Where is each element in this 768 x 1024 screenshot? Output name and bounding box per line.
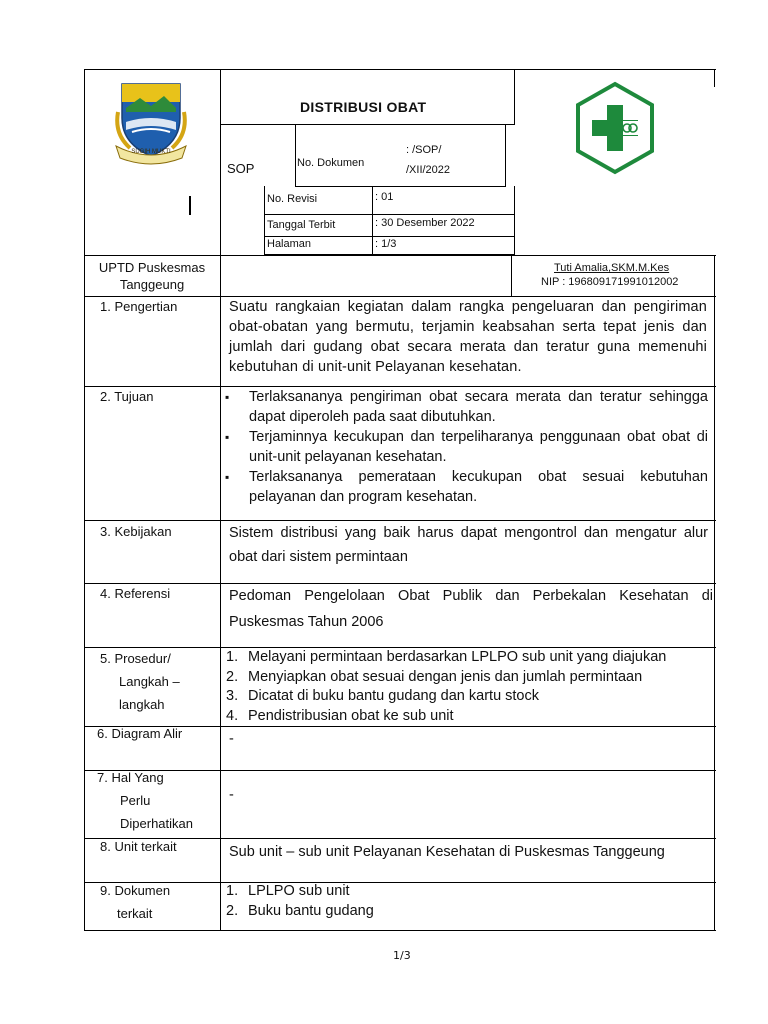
unit-text: Sub unit – sub unit Pelayanan Kesehatan di Puskesmas Tanggeung	[229, 844, 665, 860]
signatory-name: Tuti Amalia,SKM.M.Kes	[554, 262, 670, 274]
prosedur-item: 4. Pendistribusian obat ke sub unit	[226, 707, 454, 724]
tujuan-item: ▪ Terlaksananya pengiriman obat secara merata dan teratur sehingga dapat diperoleh pada saat dibutuhkan.	[221, 387, 708, 427]
logo-banner-text: SUGIH MUKTI	[131, 149, 171, 155]
referensi-text: Pedoman Pengelolaan Obat Publik dan Perbekalan Kesehatan di Puskesmas Tahun 2006	[229, 588, 713, 630]
doc-number-value: : /SOP/	[406, 144, 442, 156]
dokumen-item: 1. LPLPO sub unit	[226, 883, 350, 899]
tujuan-item: ▪ Terjaminnya kecukupan dan terpeliharanya penggunaan obat obat di unit-unit pelayanan kesehatan.	[221, 427, 708, 467]
page-label: Halaman	[267, 238, 312, 250]
prosedur-item: 2. Menyiapkan obat sesuai dengan jenis dan jumlah permintaan	[226, 668, 643, 685]
doc-number-label: No. Dokumen	[297, 157, 365, 169]
prosedur-list	[226, 648, 712, 726]
org-name	[84, 259, 220, 293]
section-label-hal: 7. Hal Yang Perlu Diperhatikan	[97, 770, 193, 831]
page-value: : 1/3	[375, 238, 397, 250]
section-label-pengertian: 1. Pengertian	[100, 299, 178, 314]
section-label-dokumen: 9. Dokumen terkait	[100, 883, 171, 921]
section-label-kebijakan: 3. Kebijakan	[100, 524, 172, 539]
kebijakan-text: Sistem distribusi yang baik harus dapat mengontrol dan mengatur alur obat dari sistem permintaan	[229, 525, 708, 565]
section-label-prosedur: 5. Prosedur/ Langkah – langkah	[100, 651, 180, 712]
document-title: DISTRIBUSI OBAT	[300, 99, 427, 115]
doc-number-value-2: /XII/2022	[406, 164, 451, 176]
tujuan-list	[221, 387, 708, 507]
tujuan-item: ▪ Terlaksananya pemerataan kecukupan obat sesuai kebutuhan pelayanan dan program kesehatan.	[221, 467, 708, 507]
dokumen-item: 2. Buku bantu gudang	[226, 902, 374, 919]
dokumen-list	[226, 882, 706, 921]
page-number: 1/3	[393, 949, 411, 962]
signatory-nip: NIP : 196809171991012002	[541, 276, 679, 288]
org-line-1: UPTD Puskesmas	[98, 260, 206, 275]
regency-logo	[112, 82, 190, 168]
sop-label: SOP	[227, 161, 255, 176]
section-label-diagram: 6. Diagram Alir	[97, 726, 183, 741]
hal-text: -	[229, 787, 234, 803]
prosedur-item: 3. Dicatat di buku bantu gudang dan kartu stock	[226, 688, 539, 704]
puskesmas-logo	[574, 81, 656, 175]
org-line-2: Tanggeung	[119, 277, 185, 292]
prosedur-item: 1. Melayani permintaan berdasarkan LPLPO sub unit yang diajukan	[226, 649, 667, 665]
section-label-unit: 8. Unit terkait	[100, 839, 177, 854]
issue-date-value: : 30 Desember 2022	[375, 217, 475, 229]
diagram-text: -	[229, 731, 234, 747]
issue-date-label: Tanggal Terbit	[267, 219, 336, 231]
section-label-referensi: 4. Referensi	[100, 586, 171, 601]
pengertian-text: Suatu rangkaian kegiatan dalam rangka pengeluaran dan pengiriman obat-obatan yang bermutu, terjamin keabsahan serta tepat jenis dan jumlah dari gudang obat secara merata dan teratur guna memenuhi kebutuhan di unit-unit Pelayanan kesehatan.	[229, 299, 707, 375]
section-label-tujuan: 2. Tujuan	[100, 389, 154, 404]
revision-label: No. Revisi	[267, 193, 318, 205]
revision-value: : 01	[375, 191, 394, 203]
